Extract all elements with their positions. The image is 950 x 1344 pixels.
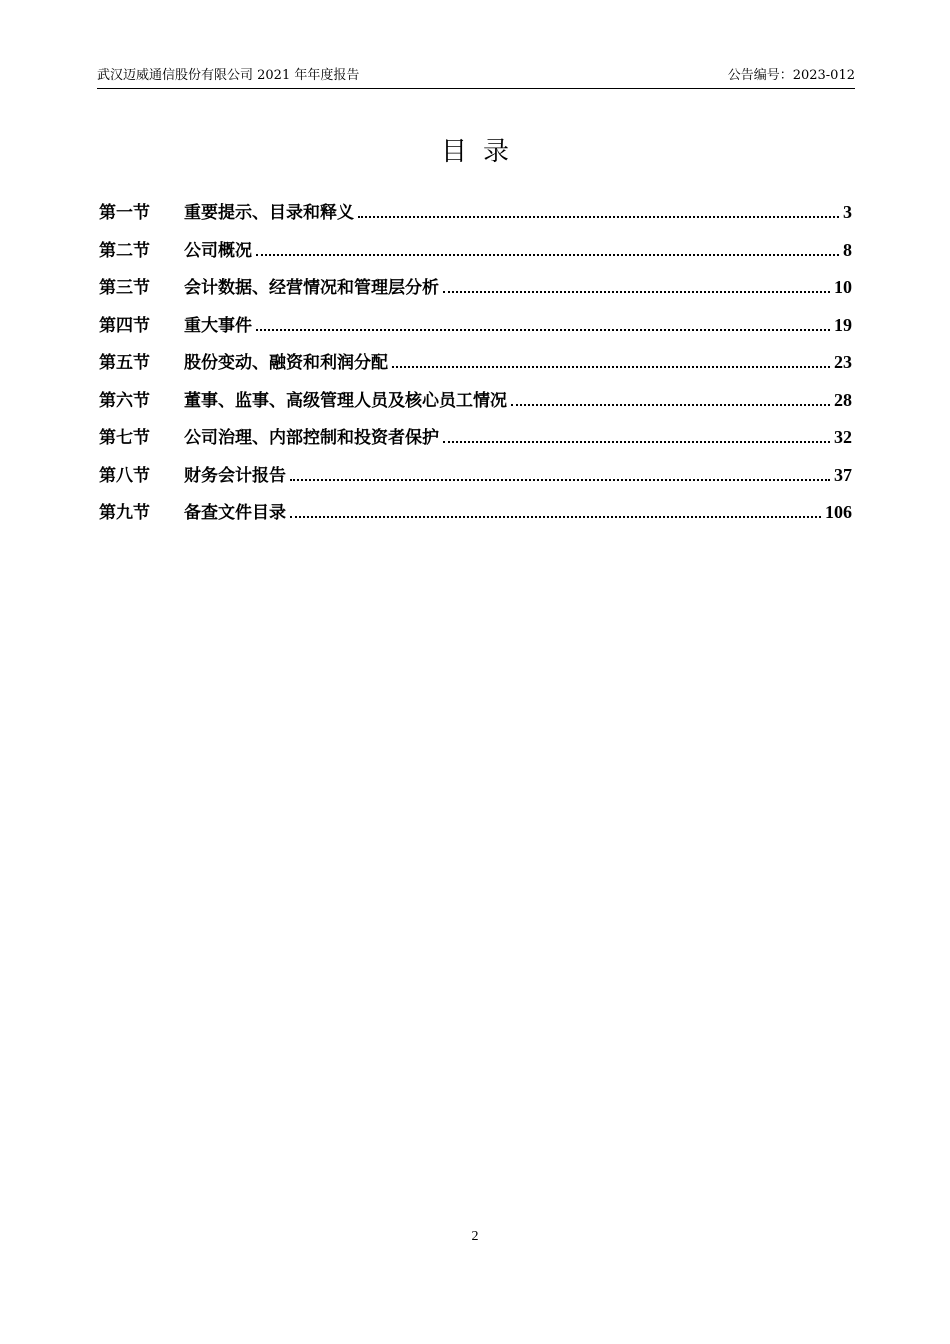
toc-section-number: 第五节: [99, 353, 150, 373]
toc-title: 目录: [440, 137, 525, 167]
toc-entry-5[interactable]: [99, 344, 852, 382]
toc-entry-4[interactable]: [99, 307, 852, 345]
toc-page-number: 3: [843, 202, 852, 222]
toc-section-number: 第四节: [99, 315, 150, 336]
toc-section-title: 公司概况: [184, 240, 252, 261]
toc-section-title: 股份变动、融资和利润分配: [184, 353, 388, 373]
toc-dot-leader: [256, 313, 830, 331]
toc-entry-7[interactable]: [99, 419, 852, 457]
toc-section-number: 第三节: [99, 278, 150, 298]
toc-dot-leader: [392, 350, 830, 368]
toc-page-number: 10: [834, 277, 852, 297]
toc-dot-leader: [443, 425, 830, 443]
toc-entry-2[interactable]: [99, 232, 852, 270]
toc-entry-3[interactable]: [99, 269, 852, 307]
toc-dot-leader: [290, 463, 830, 481]
toc-entry-9[interactable]: [99, 494, 852, 532]
toc-section-number: 第八节: [99, 465, 150, 486]
toc-section-title: 重要提示、目录和释义: [184, 203, 354, 223]
toc-section-title: 会计数据、经营情况和管理层分析: [184, 278, 439, 298]
toc-page-number: 37: [834, 464, 852, 485]
page-header: [97, 66, 855, 89]
toc-section-title: 董事、监事、高级管理人员及核心员工情况: [184, 390, 507, 411]
toc-section-number: 第二节: [99, 240, 150, 261]
toc-section-title: 重大事件: [184, 315, 252, 336]
toc-section-title: 公司治理、内部控制和投资者保护: [184, 428, 439, 448]
toc-section-number: 第九节: [99, 503, 150, 523]
toc-page-number: 28: [834, 389, 852, 410]
toc-section-number: 第六节: [99, 390, 150, 411]
toc-page-number: 106: [825, 502, 852, 522]
report-title: 武汉迈威通信股份有限公司 2021 年年度报告: [97, 68, 360, 83]
toc-page-number: 19: [834, 314, 852, 335]
toc-page-number: 8: [843, 239, 852, 260]
toc-dot-leader: [511, 388, 830, 406]
toc-entry-1[interactable]: [99, 194, 852, 232]
table-of-contents: [99, 194, 852, 532]
toc-dot-leader: [256, 238, 839, 256]
toc-entry-8[interactable]: [99, 457, 852, 495]
toc-section-number: 第七节: [99, 428, 150, 448]
toc-section-title: 财务会计报告: [184, 465, 286, 486]
toc-page-number: 23: [834, 352, 852, 372]
toc-dot-leader: [290, 500, 821, 518]
announcement-number: 公告编号：2023-012: [727, 68, 855, 83]
toc-entry-6[interactable]: [99, 382, 852, 420]
toc-section-title: 备查文件目录: [184, 503, 286, 523]
toc-page-number: 32: [834, 427, 852, 447]
toc-dot-leader: [358, 200, 839, 218]
page-number: 2: [471, 1229, 479, 1244]
toc-dot-leader: [443, 275, 830, 293]
toc-section-number: 第一节: [99, 203, 150, 223]
